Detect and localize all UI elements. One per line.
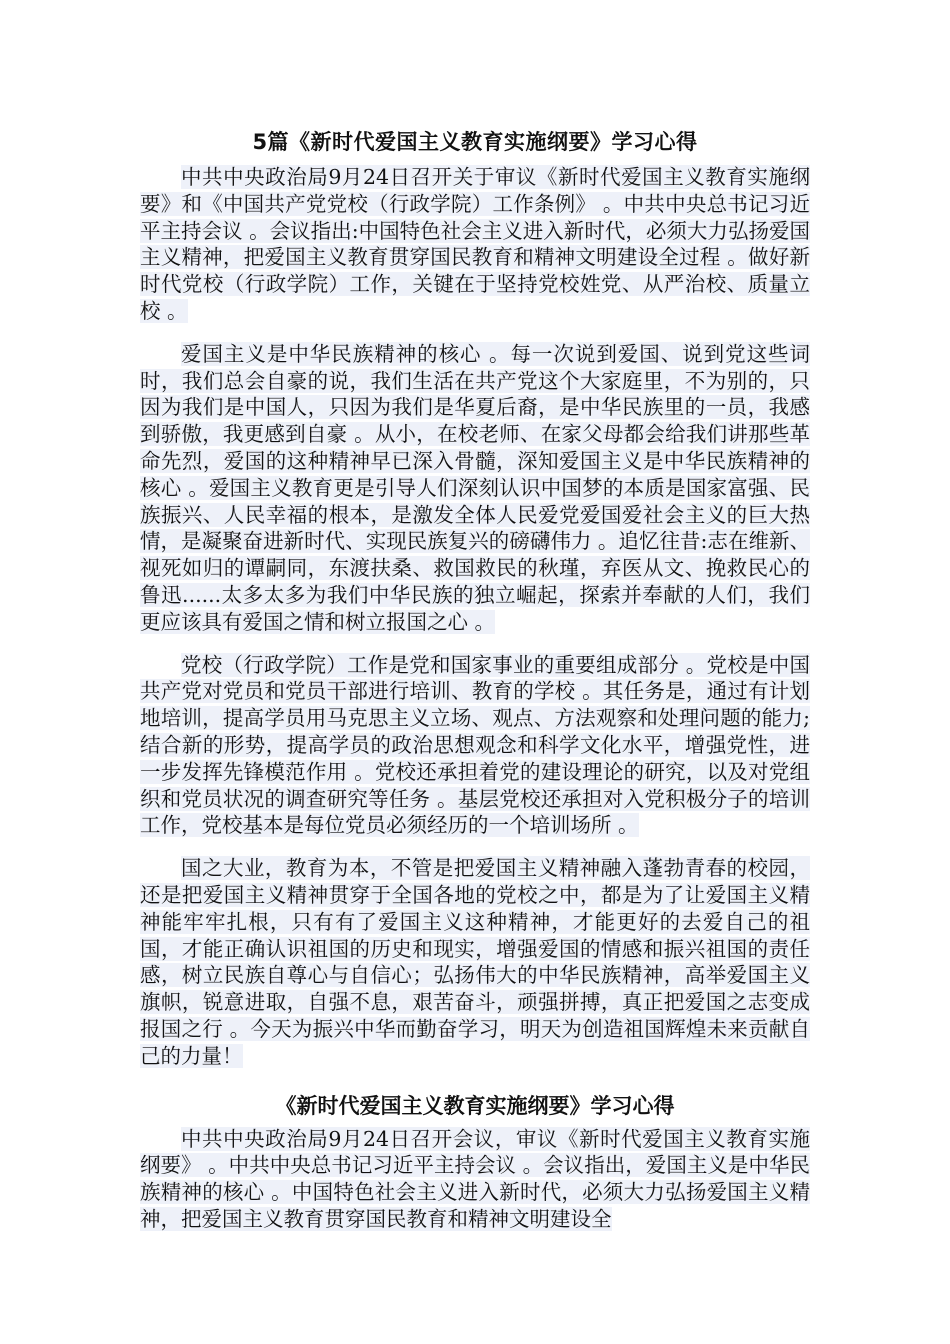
paragraph [140,855,810,1069]
paragraph-text: 党校（行政学院）工作是党和国家事业的重要组成部分 。党校是中国共产党对党员和党员干部进行培训、教育的学校 。其任务是，通过有计划地培训，提高学员用马克思主义立场、观点、方法观察和处理问题的能力;结合新的形势，提高学员的政治思想观念和科学文化水平，增强党性，进一步发挥先锋模范作用 。党校还承担着党的建设理论的研究，以及对党组织和党员状况的调查研究等任务 。基层党校还承担对入党积极分子的培训工作，党校基本是每位党员必须经历的一个培训场所 。 [140,652,810,838]
paragraph-text: 中共中央政治局9月24日召开会议，审议《新时代爱国主义教育实施纲要》 。中共中央总书记习近平主持会议 。会议指出，爱国主义是中华民族精神的核心 。中国特色社会主义进入新时代，必须大力弘扬爱国主义精神，把爱国主义教育贯穿国民教育和精神文明建设全 [140,1126,810,1231]
document-title: 5篇《新时代爱国主义教育实施纲要》学习心得 [252,130,698,154]
paragraph [140,341,810,636]
paragraph-text: 国之大业，教育为本，不管是把爱国主义精神融入蓬勃青春的校园，还是把爱国主义精神贯穿于全国各地的党校之中，都是为了让爱国主义精神能牢牢扎根，只有有了爱国主义这种精神，才能更好的去爱自己的祖国，才能正确认识祖国的历史和现实，增强爱国的情感和振兴祖国的责任感，树立民族自尊心与自信心；弘扬伟大的中华民族精神，高举爱国主义旗帜，锐意进取，自强不息，艰苦奋斗，顽强拼搏，真正把爱国之志变成报国之行 。今天为振兴中华而勤奋学习，明天为创造祖国辉煌未来贡献自己的力量！ [140,856,810,1068]
document-page [140,120,810,1249]
paragraph-text: 中共中央政治局9月24日召开关于审议《新时代爱国主义教育实施纲要》和《中国共产党党校（行政学院）工作条例》 。中共中央总书记习近平主持会议 。会议指出:中国特色社会主义进入新时代，必须大力弘扬爱国主义精神，把爱国主义教育贯穿国民教育和精神文明建设全过程 。做好新时代党校（行政学院）工作，关键在于坚持党校姓党、从严治校、质量立校 。 [140,165,810,323]
paragraph [140,1126,810,1233]
paragraph-text: 爱国主义是中华民族精神的核心 。每一次说到爱国、说到党这些词时，我们总会自豪的说，我们生活在共产党这个大家庭里，不为别的，只因为我们是中国人，只因为我们是华夏后裔，是中华民族里的一员，我感到骄傲，我更感到自豪 。从小，在校老师、在家父母都会给我们讲那些革命先烈，爱国的这种精神早已深入骨髓，深知爱国主义是中华民族精神的核心 。爱国主义教育更是引导人们深刻认识中国梦的本质是国家富强、民族振兴、人民幸福的根本，是激发全体人民爱党爱国爱社会主义的巨大热情，是凝聚奋进新时代、实现民族复兴的磅礴伟力 。追忆往昔:志在维新、视死如归的谭嗣同，东渡扶桑、救国救民的秋瑾，弃医从文、挽救民心的鲁迅......太多太多为我们中华民族的独立崛起，探索并奉献的人们，我们更应该具有爱国之情和树立报国之心 。 [140,341,810,634]
section-title: 《新时代爱国主义教育实施纲要》学习心得 [275,1093,675,1118]
paragraph [140,652,810,840]
paragraph [140,164,810,325]
